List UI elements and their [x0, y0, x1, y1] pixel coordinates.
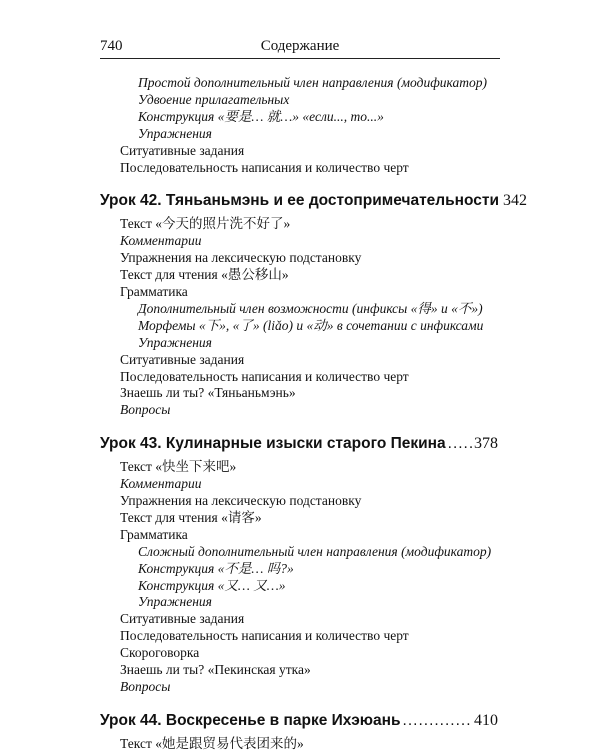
toc-subentry: Конструкция «又… 又…»: [138, 577, 286, 593]
toc-entry: Текст для чтения «请客»: [120, 509, 262, 525]
toc-entry: Скороговорка: [120, 645, 200, 661]
toc-entry: Вопросы: [120, 402, 171, 418]
toc-subentry: Морфемы «下», «了» (liǎo) и «动» в сочетании с инфиксами: [138, 317, 484, 333]
running-title: Содержание: [260, 38, 340, 54]
dot-leader: [403, 712, 472, 730]
toc-entry: Комментарии: [120, 476, 202, 492]
lesson-heading: [100, 435, 498, 457]
toc-subentry: Простой дополнительный член направления (модификатор): [138, 75, 488, 90]
lesson-page-number: 342: [503, 192, 528, 210]
toc-subentry: Конструкция «要是… 就…» «если..., то...»: [138, 108, 384, 124]
lesson-heading: [100, 712, 498, 734]
lesson-title: Урок 43. Кулинарные изыски старого Пекина: [100, 435, 446, 453]
toc-entry: Последовательность написания и количество черт: [120, 368, 409, 384]
page-number: 740: [100, 38, 123, 54]
toc-entry: Знаешь ли ты? «Тяньаньмэнь»: [120, 385, 296, 401]
toc-entry: Грамматика: [120, 526, 188, 542]
toc-subentry: Удвоение прилагательных: [138, 91, 290, 107]
toc-entry: Текст «她是跟贸易代表团来的»: [120, 735, 304, 751]
lesson-page-number: 378: [474, 435, 498, 453]
toc-entry: Вопросы: [120, 678, 171, 694]
toc-entry: Упражнения на лексическую подстановку: [120, 250, 362, 266]
toc-subentry: Упражнения: [138, 334, 212, 350]
lesson-title: Урок 42. Тяньаньмэнь и ее достопримечательности: [100, 192, 500, 210]
toc-subentry: Сложный дополнительный член направления (модификатор): [138, 543, 492, 559]
lesson-page-number: 410: [474, 711, 498, 729]
lesson-title: Урок 44. Воскресенье в парке Ихэюань: [100, 711, 401, 729]
toc-entry: Текст «快坐下来吧»: [120, 459, 237, 475]
toc-entry: Ситуативные задания: [120, 611, 245, 627]
lesson-heading: [100, 192, 528, 214]
toc-entry: Ситуативные задания: [120, 351, 245, 367]
toc-entry: Комментарии: [120, 233, 202, 249]
toc-subentry: Упражнения: [138, 594, 212, 610]
toc-entry: Последовательность написания и количество черт: [120, 159, 409, 175]
dot-leader: [448, 435, 472, 453]
toc-subentry: Дополнительный член возможности (инфиксы «得» и «不»): [138, 300, 483, 316]
toc-entry: Текст «今天的照片洗不好了»: [120, 216, 291, 232]
toc-entry: Упражнения на лексическую подстановку: [120, 493, 362, 508]
toc-entry: Текст для чтения «愚公移山»: [120, 267, 289, 283]
toc-entry: Знаешь ли ты? «Пекинская утка»: [120, 662, 311, 677]
toc-entry: Последовательность написания и количество черт: [120, 628, 409, 644]
toc-subentry: Конструкция «不是… 吗?»: [138, 560, 294, 576]
toc-entry: Ситуативные задания: [120, 142, 245, 158]
page-header: [100, 38, 500, 59]
toc-entry: Грамматика: [120, 284, 188, 299]
toc-subentry: Упражнения: [138, 125, 212, 141]
